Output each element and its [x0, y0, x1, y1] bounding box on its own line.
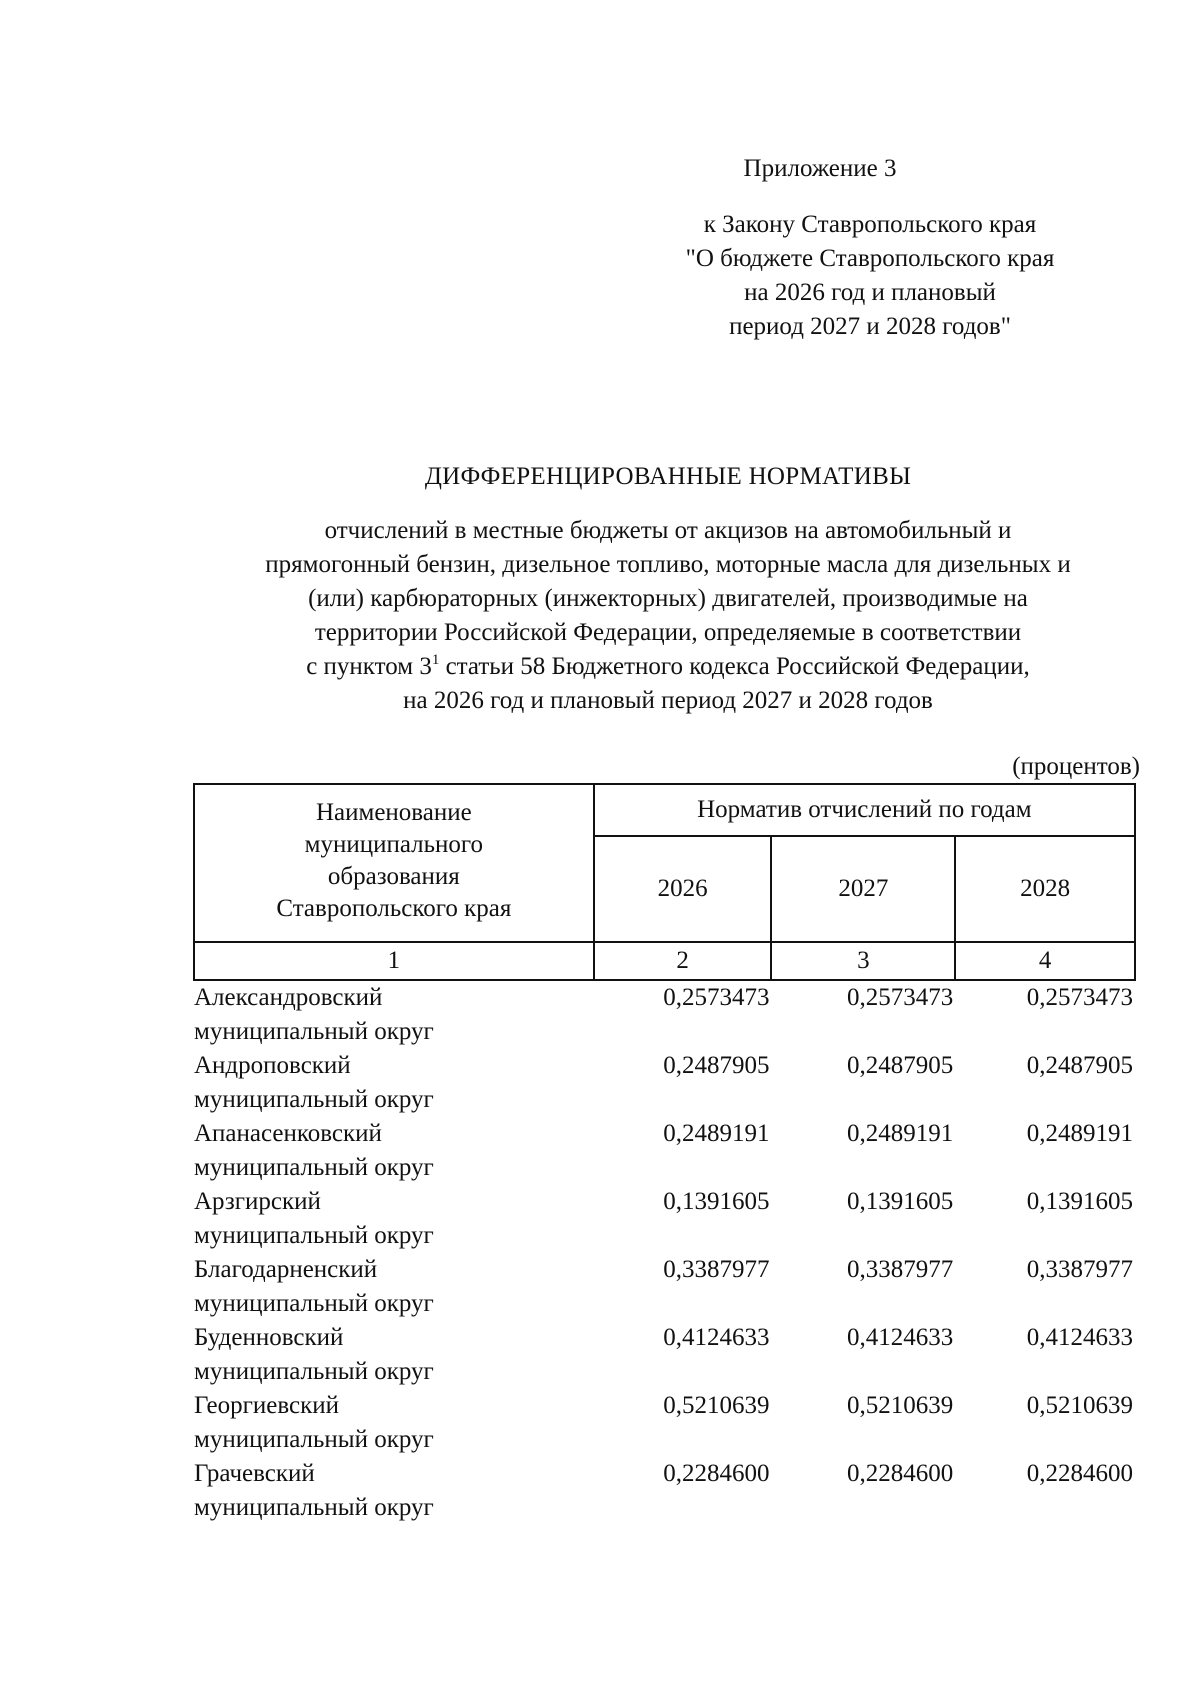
header-year-2026: 2026 [594, 836, 772, 942]
table-row [194, 1117, 1135, 1185]
header-line: Наименование [315, 799, 472, 826]
value-2027: 0,2573473 [846, 984, 954, 1011]
municipality-name: Буденновский муниципальный округ [194, 1324, 434, 1385]
header-year-2028: 2028 [955, 836, 1135, 942]
header-line: муниципального [304, 831, 484, 858]
value-2026: 0,2489191 [663, 1120, 770, 1147]
header-line: образования [327, 863, 460, 890]
description-line: на 2026 год и плановый период 2027 и 2028 годов [403, 687, 933, 714]
header-year-2027: 2027 [771, 836, 955, 942]
value-2026: 0,4124633 [663, 1324, 770, 1351]
municipality-name: Арзгирский муниципальный округ [194, 1188, 434, 1249]
appendix-line: "О бюджете Ставропольского края [685, 245, 1055, 272]
column-index: 3 [771, 942, 955, 980]
value-2027: 0,2284600 [846, 1460, 954, 1487]
description-line: (или) карбюраторных (инжекторных) двигателей, производимые на [308, 585, 1028, 612]
value-2027: 0,2487905 [846, 1052, 954, 1079]
value-2026: 0,2573473 [663, 984, 770, 1011]
document-description [120, 514, 1200, 718]
value-2028: 0,5210639 [1026, 1392, 1133, 1419]
value-2027: 0,5210639 [846, 1392, 954, 1419]
municipality-name: Благодарненский муниципальный округ [194, 1256, 434, 1317]
column-index: 1 [194, 942, 594, 980]
municipality-name: Георгиевский муниципальный округ [194, 1392, 434, 1453]
superscript: 1 [431, 652, 440, 668]
appendix-line: к Закону Ставропольского края [703, 211, 1037, 238]
value-2027: 0,1391605 [846, 1188, 954, 1215]
table-row [194, 1185, 1135, 1253]
value-2027: 0,2489191 [846, 1120, 954, 1147]
value-2027: 0,4124633 [846, 1324, 954, 1351]
value-2028: 0,2573473 [1026, 984, 1133, 1011]
value-2027: 0,3387977 [846, 1256, 954, 1283]
value-2026: 0,1391605 [663, 1188, 770, 1215]
description-line: отчислений в местные бюджеты от акцизов на автомобильный и [324, 517, 1012, 544]
municipality-name: Андроповский муниципальный округ [194, 1052, 434, 1113]
appendix-title: Приложение 3 [743, 155, 897, 182]
column-index: 4 [955, 942, 1135, 980]
column-index: 2 [594, 942, 772, 980]
table-row [194, 1049, 1135, 1117]
description-line [120, 650, 1200, 684]
table-row [194, 1389, 1135, 1457]
table-row [194, 980, 1135, 1049]
value-2028: 0,2489191 [1026, 1120, 1133, 1147]
table-row [194, 1321, 1135, 1389]
table-row [194, 1457, 1135, 1525]
value-2026: 0,5210639 [663, 1392, 770, 1419]
value-2028: 0,3387977 [1026, 1256, 1133, 1283]
value-2028: 0,2487905 [1026, 1052, 1133, 1079]
appendix-line: период 2027 и 2028 годов" [729, 313, 1011, 340]
value-2026: 0,2487905 [663, 1052, 770, 1079]
appendix-line: на 2026 год и плановый [744, 279, 996, 306]
municipality-name: Александровский муниципальный округ [194, 984, 434, 1045]
value-2026: 0,2284600 [663, 1460, 770, 1487]
table-row [194, 1253, 1135, 1321]
header-line: Ставропольского края [276, 895, 512, 922]
value-2028: 0,2284600 [1026, 1460, 1133, 1487]
municipality-name: Апанасенковский муниципальный округ [194, 1120, 434, 1181]
municipality-name: Грачевский муниципальный округ [194, 1460, 434, 1521]
document-title: ДИФФЕРЕНЦИРОВАННЫЕ НОРМАТИВЫ [424, 463, 912, 490]
value-2028: 0,1391605 [1026, 1188, 1133, 1215]
header-norm-group: Норматив отчислений по годам [594, 784, 1135, 836]
norms-table [193, 783, 1136, 1525]
value-2026: 0,3387977 [663, 1256, 770, 1283]
value-2028: 0,4124633 [1026, 1324, 1133, 1351]
description-line: территории Российской Федерации, определяемые в соответствии [314, 619, 1022, 646]
description-line: прямогонный бензин, дизельное топливо, моторные масла для дизельных и [265, 551, 1071, 578]
header-municipality-name [194, 784, 594, 942]
description-text: статьи 58 Бюджетного кодекса Российской Федерации, [439, 653, 1030, 680]
appendix-reference [620, 208, 1120, 344]
description-text: с пунктом 3 [306, 653, 432, 680]
units-label: (процентов) [1012, 753, 1140, 780]
